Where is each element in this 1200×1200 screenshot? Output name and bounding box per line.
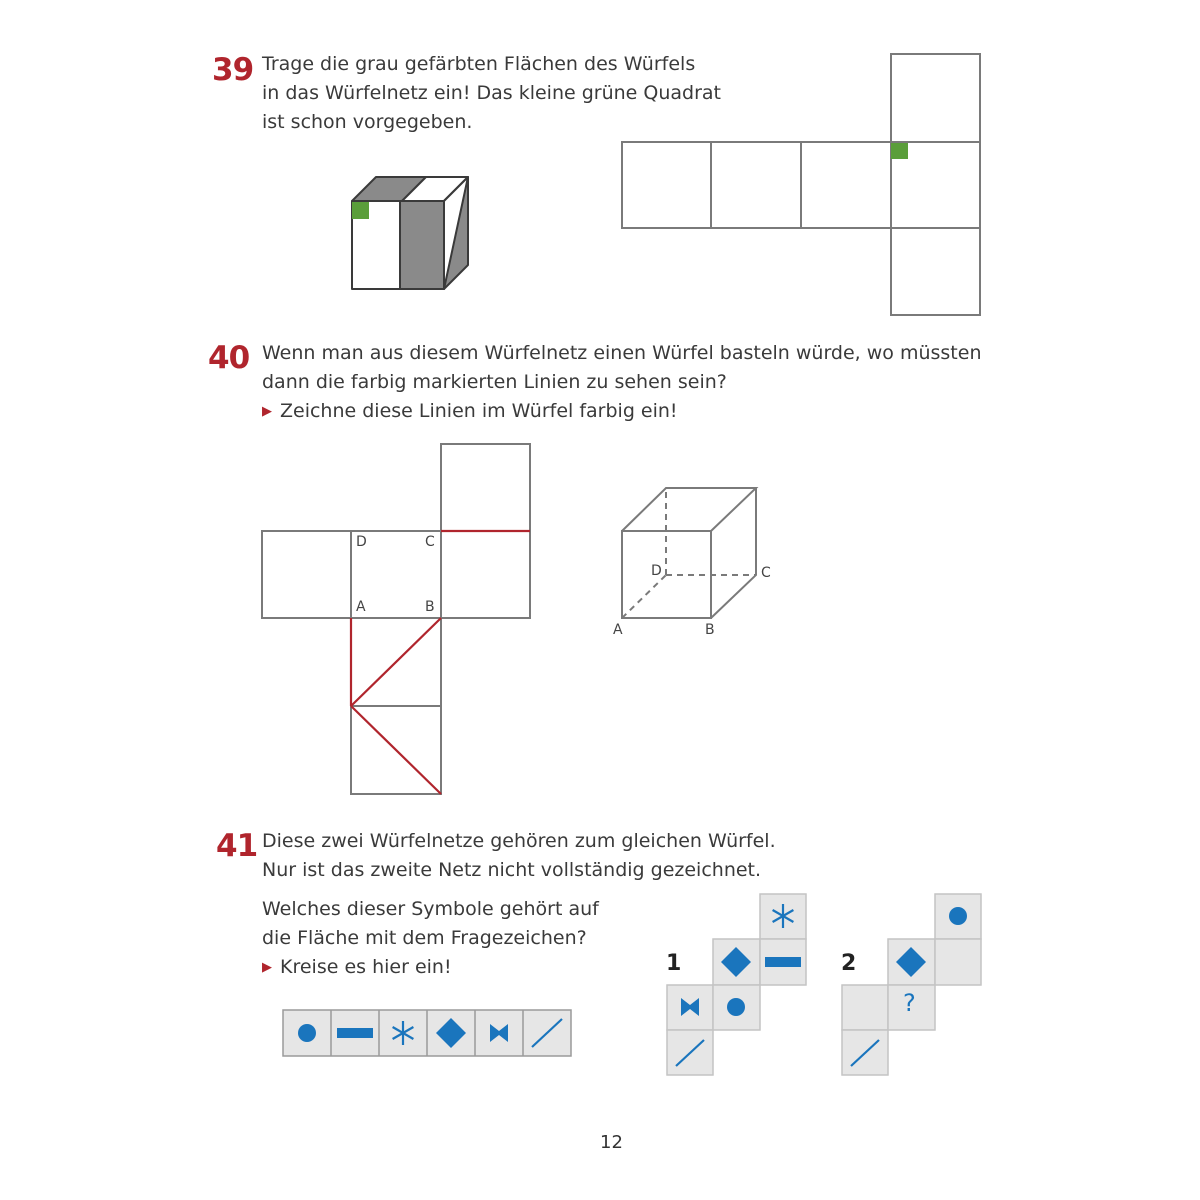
circle-icon [727, 998, 745, 1016]
cube-label-c: C [761, 565, 771, 581]
task-41-net-1 [667, 894, 806, 1075]
task-40-net [262, 444, 530, 794]
page-number: 12 [600, 1132, 623, 1153]
cube-label-b: B [705, 622, 715, 638]
circle-icon[interactable] [298, 1024, 316, 1042]
task-40-line: dann die farbig markierten Linien zu sehen sein? [262, 371, 727, 393]
green-square [352, 202, 369, 219]
net-label-d: D [356, 534, 367, 550]
task-40-cube[interactable] [622, 488, 756, 618]
task-41-question-line: Welches dieser Symbole gehört auf [262, 898, 599, 920]
task-41-line: Nur ist das zweite Netz nicht vollständig gezeichnet. [262, 859, 762, 881]
net-label-c: C [425, 534, 435, 550]
net-label-b: B [425, 599, 435, 615]
task-39-net[interactable] [622, 54, 980, 315]
task-41-question-line: die Fläche mit dem Fragezeichen? [262, 927, 587, 949]
circle-icon [949, 907, 967, 925]
task-41-net-2 [842, 894, 981, 1075]
task-39-line: ist schon vorgegeben. [262, 111, 473, 133]
task-39-line: Trage die grau gefärbten Flächen des Würfels [262, 53, 696, 75]
task-39-cube [352, 177, 468, 289]
task-41-options[interactable] [283, 1010, 571, 1056]
cube-label-d: D [651, 563, 662, 579]
task-39-number: 39 [212, 52, 254, 88]
task-41-number: 41 [216, 828, 258, 864]
task-40-instruction: ▶ Zeichne diese Linien im Würfel farbig ein! [262, 400, 678, 422]
task-41-line: Diese zwei Würfelnetze gehören zum gleichen Würfel. [262, 830, 776, 852]
question-mark: ? [903, 989, 916, 1017]
task-41-instruction: ▶ Kreise es hier ein! [262, 956, 452, 978]
bar-icon[interactable] [337, 1028, 373, 1038]
net-green-square [891, 143, 908, 159]
net-2-label: 2 [841, 951, 857, 976]
task-39-line: in das Würfelnetz ein! Das kleine grüne Quadrat [262, 82, 722, 104]
arrow-icon: ▶ [262, 404, 272, 419]
task-40-number: 40 [208, 340, 250, 376]
arrow-icon: ▶ [262, 960, 272, 975]
net-1-label: 1 [666, 951, 682, 976]
task-40-line: Wenn man aus diesem Würfelnetz einen Würfel basteln würde, wo müssten [262, 342, 982, 364]
bar-icon [765, 957, 801, 967]
cube-label-a: A [613, 622, 623, 638]
net-label-a: A [356, 599, 366, 615]
